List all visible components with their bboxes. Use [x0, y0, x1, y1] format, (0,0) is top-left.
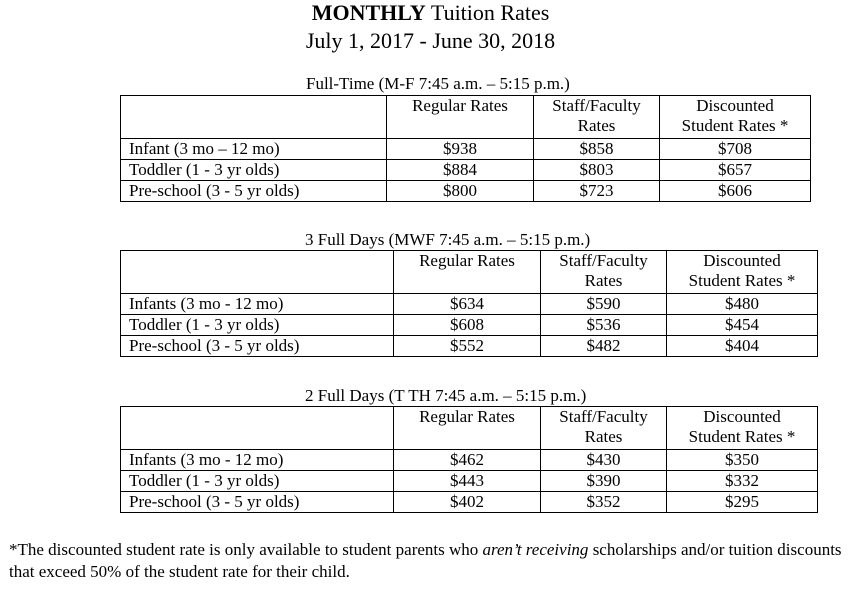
footnote-text-start: *The discounted student rate is only available to student parents who — [9, 540, 483, 559]
title-text: Tuition Rates — [425, 0, 550, 25]
header-staff-line2: Rates — [577, 116, 616, 135]
header-discount-line1: Discounted — [696, 96, 774, 115]
header-staff-line2: Rates — [584, 271, 623, 290]
row-label: Toddler (1 - 3 yr olds) — [121, 315, 394, 336]
row-label: Infants (3 mo - 12 mo) — [121, 294, 394, 315]
row-label: Toddler (1 - 3 yr olds) — [121, 160, 387, 181]
footnote-emphasis: aren’t receiving — [482, 540, 589, 559]
table-header-row — [121, 96, 811, 139]
discounted-rate: $708 — [660, 139, 811, 160]
regular-rate: $608 — [394, 315, 541, 336]
staff-rate: $803 — [534, 160, 660, 181]
staff-rate: $590 — [541, 294, 667, 315]
header-staff-line2: Rates — [584, 427, 623, 446]
table-row — [121, 315, 818, 336]
header-staff — [541, 251, 667, 294]
regular-rate: $462 — [394, 450, 541, 471]
table-row — [121, 492, 818, 513]
rates-table-3-days — [120, 250, 818, 357]
header-staff-line1: Staff/Faculty — [559, 407, 648, 426]
header-discount-line1: Discounted — [703, 407, 781, 426]
title-emphasis: MONTHLY — [311, 0, 426, 25]
table-row — [121, 160, 811, 181]
header-discount — [667, 407, 818, 450]
title-line — [0, 0, 861, 26]
row-label: Pre-school (3 - 5 yr olds) — [121, 492, 394, 513]
discounted-rate: $606 — [660, 181, 811, 202]
staff-rate: $352 — [541, 492, 667, 513]
rates-table-full-time — [120, 95, 811, 202]
header-regular — [394, 251, 541, 294]
header-regular-label: Regular Rates — [412, 96, 508, 115]
discounted-rate: $350 — [667, 450, 818, 471]
row-label: Toddler (1 - 3 yr olds) — [121, 471, 394, 492]
regular-rate: $443 — [394, 471, 541, 492]
header-discount-line2: Student Rates * — [688, 271, 796, 290]
table-header-row — [121, 251, 818, 294]
header-discount — [667, 251, 818, 294]
discounted-rate: $454 — [667, 315, 818, 336]
table-row — [121, 181, 811, 202]
discounted-rate: $657 — [660, 160, 811, 181]
staff-rate: $390 — [541, 471, 667, 492]
header-discount — [660, 96, 811, 139]
regular-rate: $552 — [394, 336, 541, 357]
section-heading-full-time: Full-Time (M-F 7:45 a.m. – 5:15 p.m.) — [306, 74, 570, 93]
header-regular — [387, 96, 534, 139]
header-regular — [394, 407, 541, 450]
header-discount-line1: Discounted — [703, 251, 781, 270]
regular-rate: $938 — [387, 139, 534, 160]
date-range: July 1, 2017 - June 30, 2018 — [305, 28, 556, 53]
header-staff — [534, 96, 660, 139]
regular-rate: $402 — [394, 492, 541, 513]
discounted-rate: $480 — [667, 294, 818, 315]
header-discount-line2: Student Rates * — [688, 427, 796, 446]
table-header-row — [121, 407, 818, 450]
header-discount-line2: Student Rates * — [681, 116, 789, 135]
header-blank-cell — [121, 251, 394, 294]
section-heading-3-days: 3 Full Days (MWF 7:45 a.m. – 5:15 p.m.) — [305, 230, 591, 249]
discounted-rate: $332 — [667, 471, 818, 492]
section-heading-2-days: 2 Full Days (T TH 7:45 a.m. – 5:15 p.m.) — [305, 386, 587, 405]
header-staff-line1: Staff/Faculty — [552, 96, 641, 115]
row-label: Pre-school (3 - 5 yr olds) — [121, 336, 394, 357]
header-regular-label: Regular Rates — [419, 251, 515, 270]
regular-rate: $634 — [394, 294, 541, 315]
discounted-rate: $295 — [667, 492, 818, 513]
header-blank-cell — [121, 96, 387, 139]
footnote — [9, 539, 854, 583]
row-label: Pre-school (3 - 5 yr olds) — [121, 181, 387, 202]
rates-table-2-days — [120, 406, 818, 513]
staff-rate: $723 — [534, 181, 660, 202]
table-row — [121, 294, 818, 315]
header-staff — [541, 407, 667, 450]
staff-rate: $858 — [534, 139, 660, 160]
regular-rate: $800 — [387, 181, 534, 202]
header-blank-cell — [121, 407, 394, 450]
discounted-rate: $404 — [667, 336, 818, 357]
staff-rate: $482 — [541, 336, 667, 357]
staff-rate: $430 — [541, 450, 667, 471]
header-staff-line1: Staff/Faculty — [559, 251, 648, 270]
table-row — [121, 336, 818, 357]
footnote-text-end: scholarships and/or tuition discounts that exceed 50% of the student rate for their child. — [9, 540, 842, 581]
table-row — [121, 471, 818, 492]
table-row — [121, 450, 818, 471]
table-row — [121, 139, 811, 160]
regular-rate: $884 — [387, 160, 534, 181]
header-regular-label: Regular Rates — [419, 407, 515, 426]
row-label: Infant (3 mo – 12 mo) — [121, 139, 387, 160]
row-label: Infants (3 mo - 12 mo) — [121, 450, 394, 471]
staff-rate: $536 — [541, 315, 667, 336]
